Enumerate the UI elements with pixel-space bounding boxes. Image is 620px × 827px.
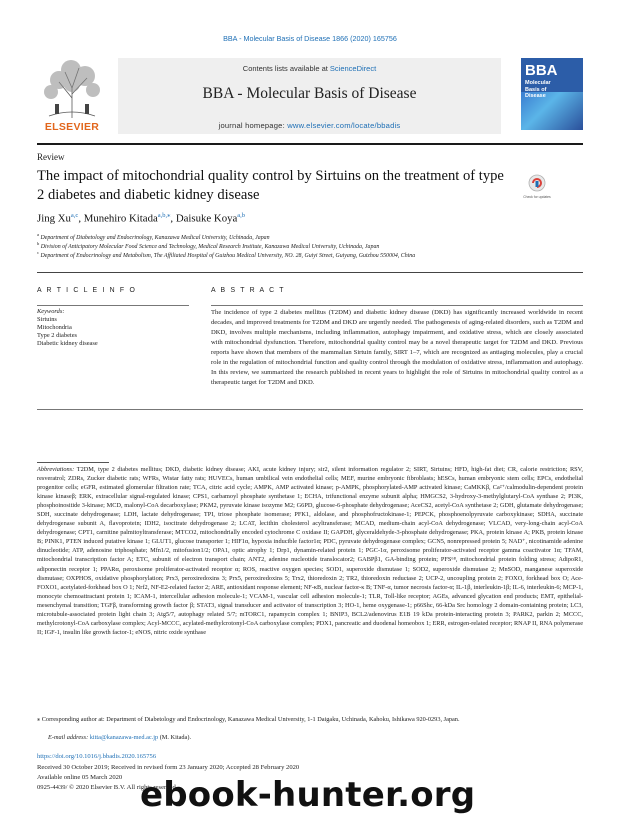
homepage-line: [118, 121, 501, 130]
section-divider: [37, 272, 583, 273]
email-suffix: (M. Kitada).: [158, 734, 192, 741]
author-affiliation-marker[interactable]: a,b,⁎: [157, 212, 171, 219]
affiliation-marker: b: [37, 241, 40, 246]
keywords-label: Keywords:: [37, 308, 65, 315]
check-updates-label: Check for updates: [523, 195, 551, 199]
cover-title: BBA: [525, 62, 558, 79]
affiliation-marker: a: [37, 232, 39, 237]
sciencedirect-link[interactable]: ScienceDirect: [329, 64, 377, 73]
cover-subtitle-line: Molecular: [525, 80, 551, 86]
keywords-divider: [37, 305, 189, 306]
received-dates: Received 30 October 2019; Received in revised form 23 January 2020; Accepted 28 February 2020: [37, 764, 300, 771]
doi-link[interactable]: https://doi.org/10.1016/j.bbadis.2020.165756: [37, 753, 157, 760]
publisher-name: ELSEVIER: [44, 121, 100, 133]
affiliation-marker: c: [37, 250, 39, 255]
abbreviations-footnote: [37, 465, 583, 637]
author-name[interactable]: Jing Xu: [37, 212, 71, 225]
journal-citation[interactable]: BBA - Molecular Basis of Disease 1866 (2020) 165756: [223, 34, 397, 43]
author-separator: ,: [78, 212, 84, 225]
homepage-link[interactable]: www.elsevier.com/locate/bbadis: [287, 121, 401, 130]
author-name[interactable]: Daisuke Koya: [175, 212, 238, 225]
abbreviations-text: T2DM, type 2 diabetes mellitus; DKD, diabetic kidney disease; AKI, acute kidney injury; sir2, silent information regulator 2; SIRT, Sirtuins; HFD, high-fat diet; CR, calorie restriction; RSV, resveratrol; ZDRs, Zucker diabetic rats; WFRs, Wistar fatty rats; HUVECs, human umbilical vein endothelial cells; MEF, murine embryonic fibroblasts; hESCs, human embryonic stem cells; EPCs, endothelial progenitor cells; eGFR, estimated glomerular filtration rate; TCA, citric acid cycle; AMPK, AMP activated kinase; p-AMPK, phosphorylated-AMP activated kinase; CaMKKβ, Ca²⁺/calmodulin-dependent protein kinase kinaseβ; ERK, extracellular signal-regulated kinase; CPS1, carbamoyl phosphate synthetase 1; ECHA, trifunctional enzyme subunit alpha; HMGCS2, 3-hydroxy-3-methylglutaryl-CoA synthase 2; PI3K, phosphoinositide 3-kinase; MCD, malonyl-CoA decarboxylase; PKM2, pyruvate kinase isozyme M2; G6PD, glucose-6-phosphate dehydrogenase; AceCS2, acetyl-CoA synthetase 2; GDH, glutamate dehydrogenase; SDH, succinate dehydrogenase; LDH, lactate dehydrogenase; TPI, triose phosphate isomerase; PFK1, aldolase, and phosphofructokinase-1; PEPCK, phosphoenolpyruvate carboxykinase; SDHA, succinate dehydrogenase subunit A, flavoprotein; IDH2, isocitrate dehydrogenase 2; LCAT, lecithin cholesterol acyltransferase; MCAD, medium-chain acyl-CoA dehydrogenase; VLCAD, very-long-chain acyl-CoA dehydrogenase; CPT1, carnitine palmitoyltransferase; MTCO2, mitochondrially encoded cytochrome C oxidase II; GAPDH, glyceraldehyde-3-phosphate dehydrogenase; PKA, protein kinase A; PKB, protein kinase B; PINK1, PTEN induced putative kinase 1; GLUT1, glucose transporter 1; HIF1α, hypoxia inducible factor1α; PDC, pyruvate dehydrogenase complex; GCN5, nonrepressed protein 5; NAD⁺, nicotinamide adenine dinucleotide; ATP, adenosine triphosphate; Mfn1/2, mitofusion1/2; OPA1, optic atrophy 1; Drp1, dynamin-related protein 1; PGC-1α, peroxisome proliferator-activated receptor gamma coactivator 1α; TFAM, mitochondrial transcription factor A; ETC, subunit of electron transport chain; ANT2, adenine nucleotide translocator2; GABPβ1, GA-binding protein; PFS⁶⁸, mitochondrial protein folding stress; AdipoR1, adiponectin receptor 1; PPARα, peroxisome proliferator-activated receptor α; ROS, reactive oxygen species; SOD1, superoxide dismutase 1; SOD2, superoxide dismutase 2; MnSOD, manganese superoxide dismutase; OXPHOS, oxidative phosphorylation; Prx3, peroxiredoxins 3; Prx5, peroxiredoxins 5; Trx2, thioredoxin 2; TR2, thioredoxin reductase 2; UCP-2, uncoupling protein 2; FOXO, forkhead box O; Ace-FOXO1, acetylated-forkhead box O 1; Nrf2, NF-E2-related factor 2; ARE, antioxidant response element; NF-κB, nuclear factor-κ B; TNF-α, tumor necrosis factor-α; IL-1β, interleukin-1β; IL-6, interleukin-6; MCP-1, monocyte chemoattractant protein 1; ICAM-1, intercellular adhesion molecule-1; VCAM-1, vascular cell adhesion molecule-1; TLR, Toll-like receptor; AGEs, advanced glycation end products; EMT, epithelial-mesenchymal transition; TGFβ, transforming growth factor β; STAT3, signal transducer and activator of transcription 3; HO-1, heme oxygenase-1; p66Shc, 66-kDa Src homology 2 domain-containing protein; LC3, microtubule-associated protein light chain 3; Atg5/7, autophagy related 5/7; mTORC1, rapamycin complex 1; BNIP3, BCL2/adenovirus E1B 19 kDa protein-interacting protein 3; PARK2, parkin 2; MCCC, methylcrotonyl-CoA carboxylase complex; Acyl-MCCC, acylated-methylcrotonyl-CoA carboxylase complex; PDX1, pancreatic and duodenal homeobox 1; ERR, estrogen-related receptor; RNAP II, RNA polymerase II; IGF-1, insulin like growth factor-1; eNOS, nitric oxide synthase: [37, 466, 584, 636]
corresponding-author-note: ⁎ Corresponding author at: Department of Diabetology and Endocrinology, Kanazawa Medical University, 1-1 Daigaku, Uchinada, Kahoku, Ishikawa 920-0293, Japan.: [37, 716, 460, 723]
contents-line: [118, 64, 501, 73]
affiliation-text: Department of Endocrinology and Metabolism, The Affiliated Hospital of Guizhou Medical University, NO. 28, Guiyi Street, Guiyang, Guizhou 550004, China: [40, 252, 416, 259]
header-divider: [37, 143, 583, 145]
article-type: Review: [37, 152, 65, 162]
check-for-updates-icon[interactable]: [522, 172, 552, 202]
cover-subtitle-line: Disease: [525, 93, 546, 99]
author-list: [37, 211, 245, 225]
email-link[interactable]: kitta@kanazawa-med.ac.jp: [89, 734, 159, 741]
abstract-heading: A B S T R A C T: [211, 287, 286, 294]
journal-cover-image: [521, 58, 583, 130]
keyword: Diabetic kidney disease: [37, 340, 98, 347]
keyword: Type 2 diabetes: [37, 332, 78, 339]
cover-subtitle-line: Basis of: [525, 86, 547, 93]
affiliation: [37, 241, 583, 250]
watermark-text: ebook-hunter.org: [140, 775, 476, 815]
available-online: Available online 05 March 2020: [37, 774, 123, 781]
affiliation-text: Department of Diabetology and Endocrinology, Kanazawa Medical University, Uchinada, Japan: [40, 234, 270, 241]
email-label: E-mail address:: [48, 734, 90, 741]
affiliation: [37, 250, 583, 259]
contents-prefix: Contents lists available at: [242, 64, 330, 73]
abstract-end-divider: [37, 409, 583, 410]
abbreviations-label: Abbreviations:: [37, 466, 75, 473]
article-info-heading: A R T I C L E I N F O: [37, 287, 137, 294]
footnote-divider: [37, 462, 109, 463]
author-separator: ,: [170, 212, 176, 225]
author-name[interactable]: Munehiro Kitada: [83, 212, 158, 225]
abstract-divider: [211, 305, 583, 306]
cover-subtitle: [525, 80, 551, 100]
author-affiliation-marker[interactable]: a,c: [70, 212, 79, 219]
keyword: Mitochondria: [37, 324, 72, 331]
affiliation: [37, 232, 583, 241]
article-title: The impact of mitochondrial quality control by Sirtuins on the treatment of type 2 diabetes and diabetic kidney disease: [37, 168, 504, 203]
copyright-notice: 0925-4439/ © 2020 Elsevier B.V. All rights reserved.: [37, 784, 178, 791]
email-line: [48, 734, 191, 741]
author-affiliation-marker[interactable]: a,b: [237, 212, 246, 219]
keyword: Sirtuins: [37, 316, 57, 323]
homepage-prefix: journal homepage:: [218, 121, 288, 130]
affiliation-text: Division of Anticipatory Molecular Food Science and Technology, Medical Research Institute, Kanazawa Medical University, Uchinada, Japan: [40, 243, 380, 250]
journal-name: BBA - Molecular Basis of Disease: [202, 85, 417, 102]
abstract-text: The incidence of type 2 diabetes mellitus (T2DM) and diabetic kidney disease (DKD) has significantly increased worldwide in recent decades, and improved treatments for T2DM and DKD are urgently needed. The pathogenesis of aging-related disorders, such as T2DM and DKD, involves multiple mechanisms, including inflammation, autophagy impairment, and oxidative stress, which are closely associated with mitochondrial dysfunction. Therefore, mitochondrial quality control may be a novel therapeutic target for T2DM and DKD. Previous reports have shown that members of the mammalian Sirtuin family, SIRT 1–7, which are recognized as antiaging molecules, play a crucial role in the regulation of mitochondrial function and quality control through the modulation of oxidative stress, inflammation and autophagy. In this review, we summarized the research published in recent years to highlight the role of Sirtuins in mitochondrial quality control as a therapeutic target for T2DM and DKD.: [211, 309, 583, 386]
